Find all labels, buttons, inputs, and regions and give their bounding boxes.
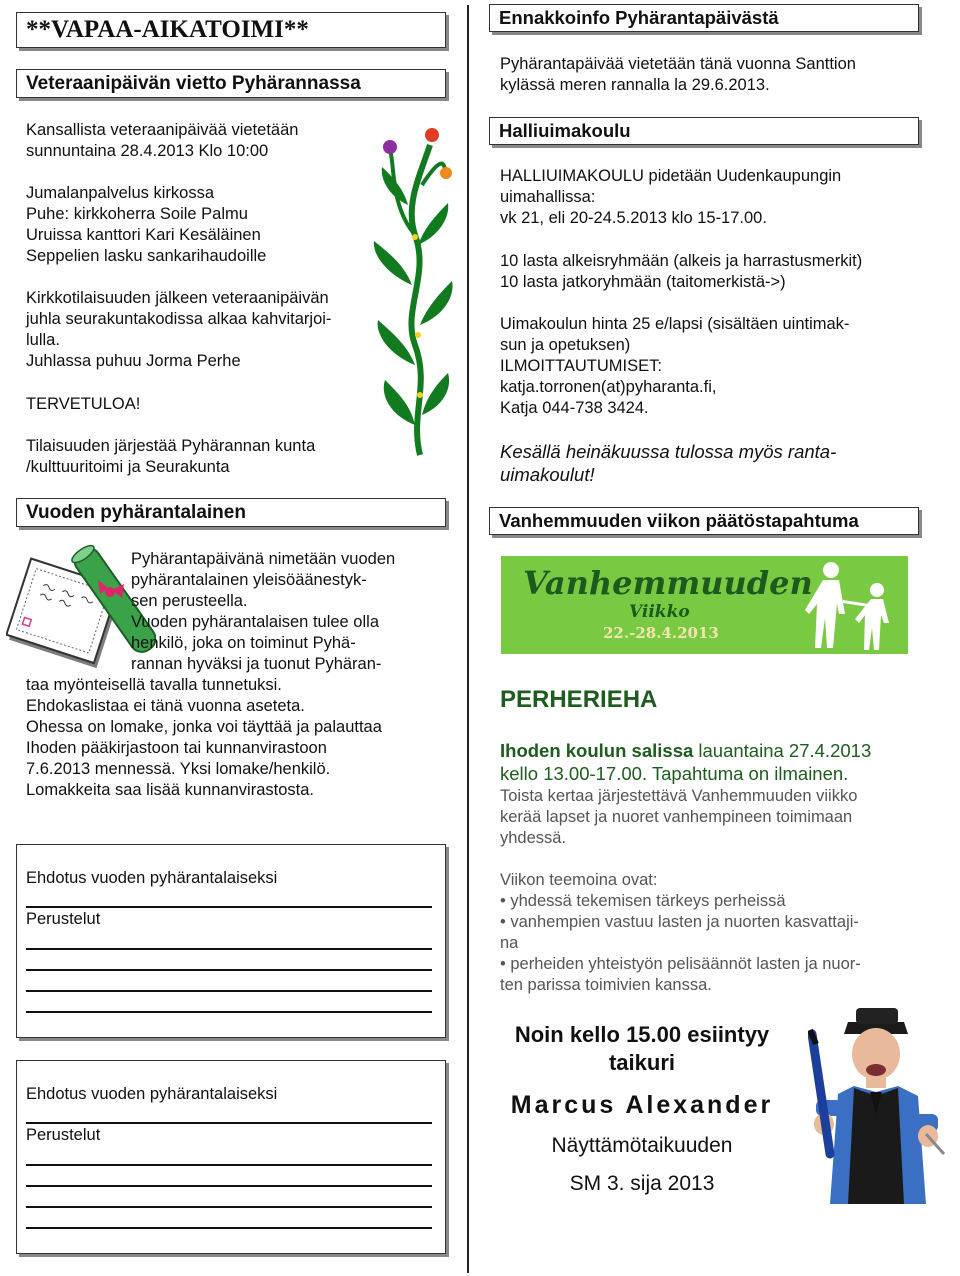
magician-photo: [808, 1004, 948, 1209]
perherieha-title: PERHERIEHA: [500, 686, 658, 713]
perherieha-time: lauantaina 27.4.2013 kello 13.00-17.00. Tapahtuma on ilmainen.: [500, 740, 872, 784]
reason-field-line-3[interactable]: [26, 990, 432, 992]
orange-flower-icon: [440, 167, 452, 179]
reason-field-line-4[interactable]: [26, 1227, 432, 1229]
parenthood-heading-box: [489, 507, 919, 535]
resident-heading: Vuoden pyhärantalainen: [26, 502, 246, 523]
parenthood-heading: Vanhemmuuden viikon päätöstapahtuma: [499, 510, 859, 531]
magician-rank: SM 3. sija 2013: [569, 1172, 715, 1195]
reason-label: Perustelut: [26, 1126, 101, 1144]
veteran-heading-box: [16, 69, 446, 98]
reason-field-line-1[interactable]: [26, 948, 432, 950]
swim-heading-box: [489, 117, 919, 145]
purple-flower-icon: [383, 140, 397, 154]
swim-body-1: HALLIUIMAKOULU pidetään Uudenkaupungin uimahallissa: vk 21, eli 20-24.5.2013 klo 15-17.00.: [500, 167, 842, 227]
preinfo-heading-box: [489, 4, 919, 32]
parent-child-silhouette-icon: [801, 560, 906, 652]
reason-field-line-4[interactable]: [26, 1011, 432, 1013]
resident-heading-box: [16, 498, 446, 527]
nominee-label: Ehdotus vuoden pyhärantalaiseksi: [26, 1085, 278, 1103]
swim-summer-note: Kesällä heinäkuussa tulossa myös ranta- uimakoulut!: [500, 441, 837, 485]
themes-list: • yhdessä tekemisen tärkeys perheissä • vanhempien vastuu lasten ja nuorten kasvattaji- na • perheiden yhteistyön pelisäännöt lasten ja nuor- ten parissa toimivien kanssa.: [500, 892, 861, 994]
perherieha-details: [500, 716, 940, 785]
nominee-field[interactable]: [26, 1122, 432, 1124]
themes-label: Viikon teemoina ovat:: [500, 871, 658, 889]
parenthood-week-banner: [501, 556, 908, 654]
nominee-label: Ehdotus vuoden pyhärantalaiseksi: [26, 869, 278, 887]
magician-headline: Noin kello 15.00 esiintyy taikuri: [514, 1022, 770, 1075]
resident-body-full: taa myönteisellä tavalla tunnetuksi. Ehdokaslistaa ei tänä vuonna aseteta. Ohessa on lomake, jonka voi täyttää ja palauttaa Ihoden pääkirjastoon tai kunnanvirastoon 7.6.2013 mennessä. Yksi lomake/henkilö. Lomakkeita saa lisää kunnanvirastosta.: [26, 676, 382, 799]
parenthood-description: Toista kertaa järjestettävä Vanhemmuuden viikko kerää lapset ja nuoret vanhempineen toimimaan yhdessä.: [500, 787, 858, 847]
banner-subtitle: Viikko: [629, 602, 690, 622]
magician-title: Näyttämötaikuuden: [551, 1134, 733, 1157]
swim-heading: Halliuimakoulu: [499, 120, 631, 141]
nomination-form-1: [16, 844, 446, 1038]
reason-field-line-2[interactable]: [26, 969, 432, 971]
swim-body-3: Uimakoulun hinta 25 e/lapsi (sisältäen uintimak- sun ja opetuksen) ILMOITTAUTUMISET: katja.torronen(at)pyharanta.fi, Katja 044-738 3424.: [500, 315, 850, 417]
reason-field-line-3[interactable]: [26, 1206, 432, 1208]
banner-title: Vanhemmuuden: [523, 564, 813, 602]
preinfo-heading: Ennakkoinfo Pyhärantapäivästä: [499, 7, 779, 28]
banner-dates: 22.-28.4.2013: [603, 624, 719, 642]
magician-name: Marcus Alexander: [510, 1091, 774, 1119]
nominee-field[interactable]: [26, 906, 432, 908]
main-title: **VAPAA-AIKATOIMI**: [26, 16, 309, 43]
veteran-party: Kirkkotilaisuuden jälkeen veteraanipäivän juhla seurakuntakodissa alkaa kahvitarjoi- lulla. Juhlassa puhuu Jorma Perhe: [26, 289, 332, 370]
nomination-form-2: [16, 1060, 446, 1254]
veteran-program: Jumalanpalvelus kirkossa Puhe: kirkkoherra Soile Palmu Uruissa kanttori Kari Kesäläinen Seppelien lasku sankarihaudoille: [26, 184, 267, 265]
veteran-intro: Kansallista veteraanipäivää vietetään sunnuntaina 28.4.2013 Klo 10:00: [26, 121, 299, 160]
column-divider: [467, 5, 469, 1273]
resident-body-wrap: Pyhärantapäivänä nimetään vuoden pyhärantalainen yleisöäänestyk- sen perusteella. Vuoden pyhärantalaisen tulee olla henkilö, joka on toiminut Pyhä- rannan hyväksi ja tuonut Pyhäran-: [131, 550, 396, 673]
main-title-box: [16, 12, 446, 48]
reason-label: Perustelut: [26, 910, 101, 928]
reason-field-line-1[interactable]: [26, 1164, 432, 1166]
red-flower-icon: [425, 128, 439, 142]
veteran-welcome: TERVETULOA!: [26, 395, 141, 413]
swim-body-2: 10 lasta alkeisryhmään (alkeis ja harrastusmerkit) 10 lasta jatkoryhmään (taitomerkistä->): [500, 252, 863, 291]
veteran-heading: Veteraanipäivän vietto Pyhärannassa: [26, 73, 361, 94]
preinfo-body: Pyhärantapäivää vietetään tänä vuonna Santtion kylässä meren rannalla la 29.6.2013.: [500, 55, 856, 94]
flower-vine-illustration: [360, 125, 460, 460]
veteran-organizer: Tilaisuuden järjestää Pyhärannan kunta /kulttuuritoimi ja Seurakunta: [26, 437, 316, 476]
perherieha-place: Ihoden koulun salissa: [500, 740, 694, 761]
reason-field-line-2[interactable]: [26, 1185, 432, 1187]
